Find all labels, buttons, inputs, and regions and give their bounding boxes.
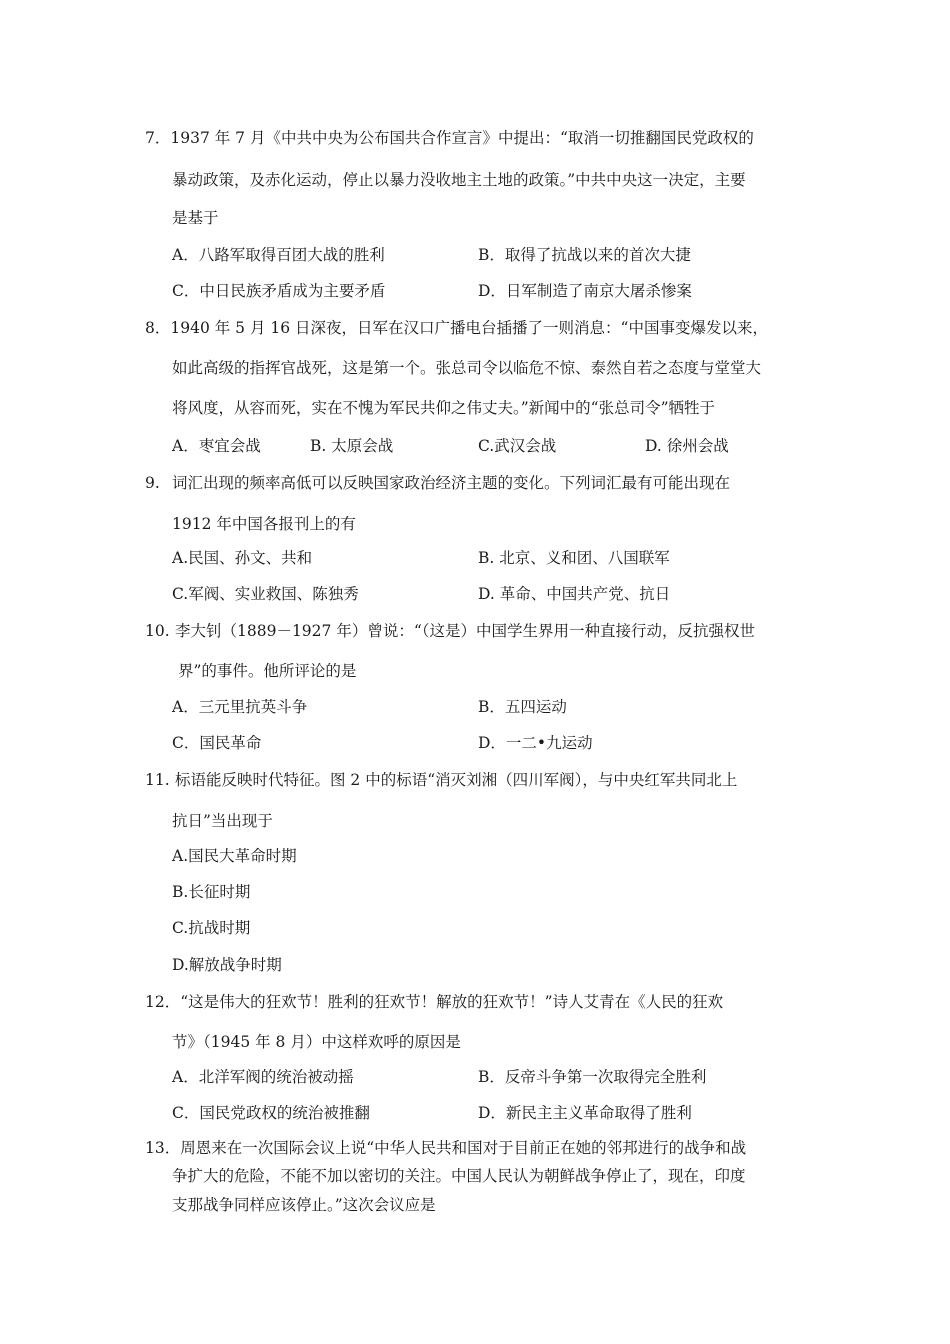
question-13-line-1: 13．周恩来在一次国际会议上说“中华人民共和国对于目前正在她的邻邦进行的战争和战 <box>145 1139 747 1157</box>
question-12-option-c: C．国民党政权的统治被推翻 <box>172 1104 370 1122</box>
question-11-option-b: B.长征时期 <box>172 883 251 901</box>
question-9-option-c: C.军阀、实业救国、陈独秀 <box>172 585 359 603</box>
question-number: 12． <box>145 993 181 1011</box>
question-9-line-1: 9. 词汇出现的频率高低可以反映国家政治经济主题的变化。下列词汇最有可能出现在 <box>145 474 731 492</box>
question-10-option-a: A．三元里抗英斗争 <box>172 698 308 716</box>
question-9-option-d: D. 革命、中国共产党、抗日 <box>478 585 671 603</box>
question-11-option-a: A.国民大革命时期 <box>172 847 297 865</box>
question-7-option-b: B．取得了抗战以来的首次大捷 <box>478 246 691 264</box>
question-9-option-b: B. 北京、义和团、八国联军 <box>478 549 670 567</box>
question-8-option-c: C.武汉会战 <box>478 437 557 455</box>
question-8-line-3: 将风度，从容而死，实在不愧为军民共仰之伟丈夫。”新闻中的“张总司令”牺牲于 <box>172 399 716 417</box>
question-number: 11. <box>145 771 170 789</box>
question-13-line-3: 支那战争同样应该停止。”这次会议应是 <box>172 1196 436 1214</box>
question-8-option-b: B. 太原会战 <box>310 437 394 455</box>
question-12-option-b: B．反帝斗争第一次取得完全胜利 <box>478 1068 707 1086</box>
question-11-option-d: D.解放战争时期 <box>172 956 282 974</box>
question-10-option-b: B．五四运动 <box>478 698 567 716</box>
question-8-line-2: 如此高级的指挥官战死，这是第一个。张总司令以临危不惊、泰然自若之态度与堂堂大 <box>172 359 762 377</box>
question-12-option-a: A．北洋军阀的统治被动摇 <box>172 1068 354 1086</box>
question-11-line-1: 11. 标语能反映时代特征。图 2 中的标语“消灭刘湘（四川军阀），与中央红军共同北上 <box>145 771 738 789</box>
question-7-option-a: A．八路军取得百团大战的胜利 <box>172 246 385 264</box>
question-12-option-d: D．新民主主义革命取得了胜利 <box>478 1104 692 1122</box>
question-9-option-a: A.民国、孙文、共和 <box>172 549 313 567</box>
question-number: 9. <box>145 474 160 492</box>
question-10-option-c: C．国民革命 <box>172 734 262 752</box>
question-12-line-2: 节》（1945 年 8 月）中这样欢呼的原因是 <box>172 1033 461 1051</box>
question-number: 7． <box>145 129 171 147</box>
question-7-line-3: 是基于 <box>172 209 219 227</box>
question-8-line-1: 8．1940 年 5 月 16 日深夜，日军在汉口广播电台插播了一则消息：“中国事变爆发以来， <box>145 319 768 337</box>
question-number: 8． <box>145 319 171 337</box>
question-10-option-d: D．一二•九运动 <box>478 734 593 752</box>
question-12-line-1: 12．“这是伟大的狂欢节！胜利的狂欢节！解放的狂欢节！”诗人艾青在《人民的狂欢 <box>145 993 724 1011</box>
question-8-option-a: A．枣宜会战 <box>172 437 261 455</box>
question-7-option-c: C．中日民族矛盾成为主要矛盾 <box>172 282 386 300</box>
question-11-line-2: 抗日”当出现于 <box>172 812 273 830</box>
question-number: 13． <box>145 1139 181 1157</box>
question-8-option-d: D. 徐州会战 <box>645 437 729 455</box>
question-7-line-2: 暴动政策，及赤化运动，停止以暴力没收地主土地的政策。”中共中央这一决定，主要 <box>172 171 746 189</box>
question-10-line-1: 10. 李大钊（1889－1927 年）曾说：“（这是）中国学生界用一种直接行动，反抗强权世 <box>145 622 755 640</box>
question-9-line-2: 1912 年中国各报刊上的有 <box>172 515 356 533</box>
question-10-line-2: 界”的事件。他所评论的是 <box>178 662 357 680</box>
question-7-line-1: 7．1937 年 7 月《中共中央为公布国共合作宣言》中提出：“取消一切推翻国民党政权的 <box>145 129 754 147</box>
question-number: 10. <box>145 622 170 640</box>
question-11-option-c: C.抗战时期 <box>172 919 251 937</box>
question-7-option-d: D．日军制造了南京大屠杀惨案 <box>478 282 692 300</box>
question-13-line-2: 争扩大的危险，不能不加以密切的关注。中国人民认为朝鲜战争停止了，现在，印度 <box>172 1167 746 1185</box>
